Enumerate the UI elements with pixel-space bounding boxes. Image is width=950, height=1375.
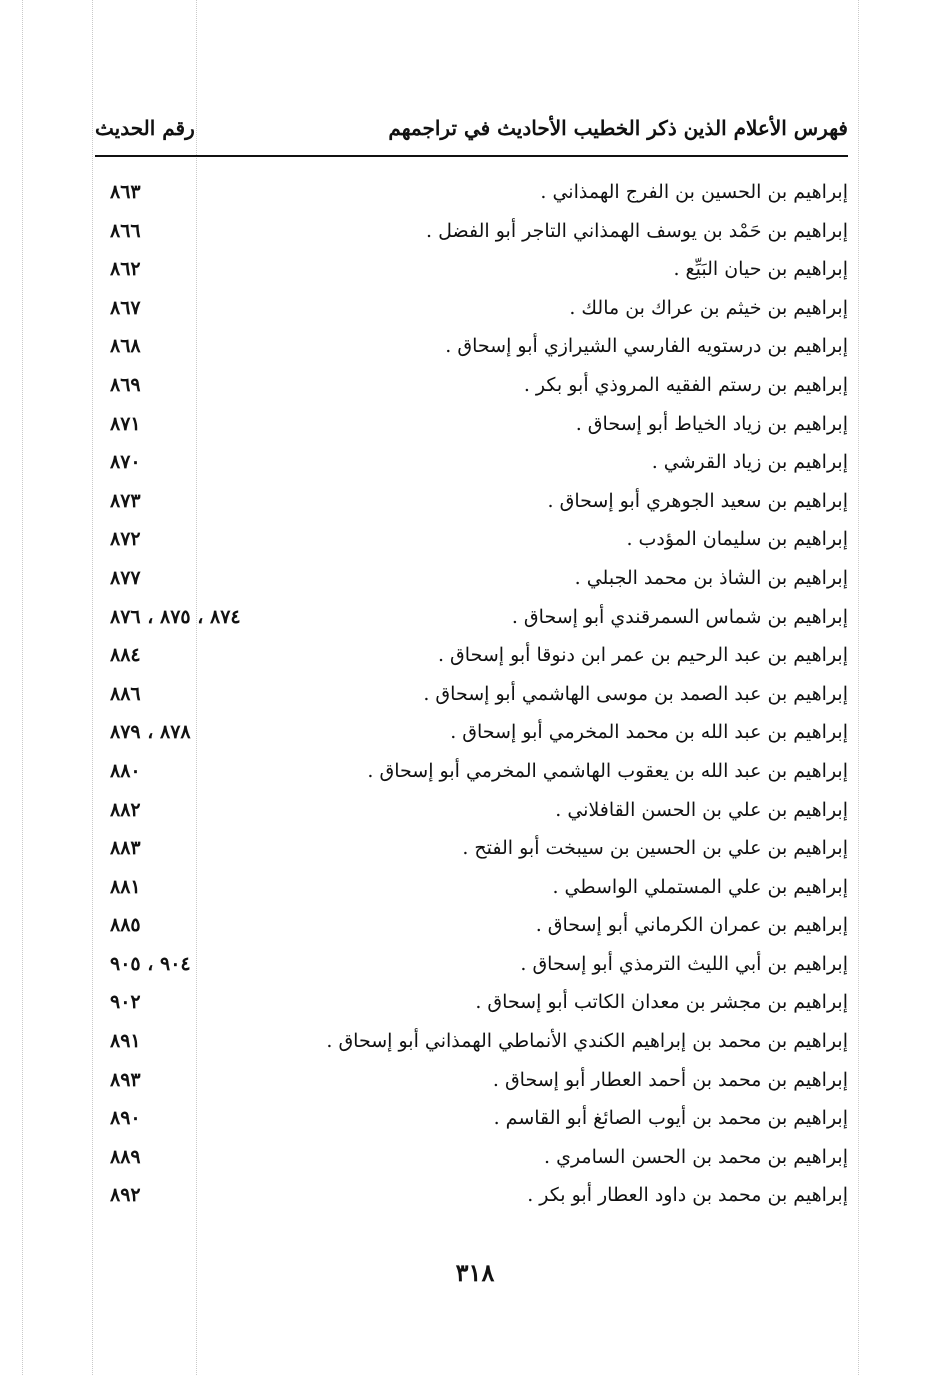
- index-entry: [95, 1063, 848, 1102]
- entry-hadith-numbers: ٨٧١: [110, 412, 141, 435]
- entry-hadith-numbers: ٨٦٧: [110, 296, 141, 319]
- index-entry: [95, 677, 848, 716]
- entry-hadith-numbers: ٩٠٢: [110, 991, 141, 1014]
- entry-name: إبراهيم بن علي المستملي الواسطي .: [552, 875, 848, 898]
- scan-guide-line: [22, 0, 23, 1375]
- index-entry: [95, 291, 848, 330]
- entry-hadith-numbers: ٨٨٦: [110, 682, 141, 705]
- entry-hadith-numbers: ٨٨٢: [110, 798, 141, 821]
- index-entry: [95, 870, 848, 909]
- entry-hadith-numbers: ٨٩٠: [110, 1107, 141, 1130]
- index-entry: [95, 522, 848, 561]
- entry-name: إبراهيم بن أبي الليث الترمذي أبو إسحاق .: [520, 952, 848, 975]
- index-entry: [95, 252, 848, 291]
- entry-name: إبراهيم بن حيان البَيِّع .: [673, 258, 848, 281]
- entry-hadith-numbers: ٨٩٣: [110, 1068, 141, 1091]
- index-entry: [95, 175, 848, 214]
- header-divider: [95, 155, 848, 157]
- entry-name: إبراهيم بن حَمْد بن يوسف الهمذاني التاجر أبو الفضل .: [426, 219, 848, 242]
- index-entry: [95, 484, 848, 523]
- page-header: [95, 112, 848, 148]
- index-entry: [95, 985, 848, 1024]
- entry-hadith-numbers: ٨٧٤ ، ٨٧٥ ، ٨٧٦: [110, 605, 241, 628]
- entry-name: إبراهيم بن الشاذ بن محمد الجبلي .: [574, 566, 848, 589]
- entry-hadith-numbers: ٨٧٧: [110, 566, 141, 589]
- entry-hadith-numbers: ٨٨٩: [110, 1145, 141, 1168]
- entry-hadith-numbers: ٨٦٩: [110, 373, 141, 396]
- index-list: [95, 175, 848, 1217]
- index-entry: [95, 908, 848, 947]
- entry-hadith-numbers: ٨٧٨ ، ٨٧٩: [110, 721, 191, 744]
- index-entry: [95, 368, 848, 407]
- entry-hadith-numbers: ٨٦٨: [110, 335, 141, 358]
- entry-name: إبراهيم بن عبد الله بن محمد المخرمي أبو إسحاق .: [450, 721, 848, 744]
- index-entry: [95, 638, 848, 677]
- entry-name: إبراهيم بن محمد بن إبراهيم الكندي الأنماطي الهمذاني أبو إسحاق .: [326, 1030, 848, 1053]
- index-entry: [95, 1140, 848, 1179]
- entry-hadith-numbers: ٨٨٠: [110, 759, 141, 782]
- index-entry: [95, 445, 848, 484]
- entry-name: إبراهيم بن خيثم بن عراك بن مالك .: [569, 296, 848, 319]
- entry-name: إبراهيم بن عبد الرحيم بن عمر ابن دنوقا أبو إسحاق .: [437, 644, 848, 667]
- index-entry: [95, 1101, 848, 1140]
- entry-name: إبراهيم بن رستم الفقيه المروذي أبو بكر .: [523, 373, 848, 396]
- entry-name: إبراهيم بن زياد القرشي .: [651, 451, 848, 474]
- entry-name: إبراهيم بن مجشر بن معدان الكاتب أبو إسحاق .: [475, 991, 848, 1014]
- entry-hadith-numbers: ٨٧٣: [110, 489, 141, 512]
- entry-hadith-numbers: ٨٧٢: [110, 528, 141, 551]
- entry-hadith-numbers: ٨٦٣: [110, 181, 141, 203]
- index-entry: [95, 407, 848, 446]
- entry-name: إبراهيم بن درستويه الفارسي الشيرازي أبو إسحاق .: [445, 335, 848, 358]
- entry-hadith-numbers: ٨٨١: [110, 875, 141, 898]
- entry-name: إبراهيم بن علي بن الحسن القافلاني .: [555, 798, 848, 821]
- entry-hadith-numbers: ٨٧٠: [110, 451, 141, 474]
- entry-name: إبراهيم بن عمران الكرماني أبو إسحاق .: [535, 914, 848, 937]
- entry-hadith-numbers: ٨٨٤: [110, 644, 141, 667]
- entry-name: إبراهيم بن محمد بن أحمد العطار أبو إسحاق .: [492, 1068, 848, 1091]
- entry-hadith-numbers: ٨٩١: [110, 1030, 141, 1053]
- index-entry: [95, 715, 848, 754]
- index-entry: [95, 1178, 848, 1217]
- index-entry: [95, 831, 848, 870]
- entry-name: إبراهيم بن الحسين بن الفرج الهمذاني .: [540, 181, 848, 203]
- entry-hadith-numbers: ٨٦٦: [110, 219, 141, 242]
- entry-name: إبراهيم بن محمد بن أيوب الصائغ أبو القاسم .: [493, 1107, 848, 1130]
- index-entry: [95, 214, 848, 253]
- page-title: فهرس الأعلام الذين ذكر الخطيب الأحاديث في تراجمهم: [388, 116, 848, 140]
- entry-hadith-numbers: ٨٩٢: [110, 1184, 141, 1207]
- entry-hadith-numbers: ٨٨٣: [110, 837, 141, 860]
- entry-name: إبراهيم بن عبد الصمد بن موسى الهاشمي أبو إسحاق .: [423, 682, 848, 705]
- entry-name: إبراهيم بن عبد الله بن يعقوب الهاشمي المخرمي أبو إسحاق .: [367, 759, 848, 782]
- index-entry: [95, 600, 848, 639]
- entry-hadith-numbers: ٨٨٥: [110, 914, 141, 937]
- page-number: ٣١٨: [455, 1258, 495, 1287]
- entry-name: إبراهيم بن شماس السمرقندي أبو إسحاق .: [511, 605, 848, 628]
- index-entry: [95, 329, 848, 368]
- scan-guide-line: [92, 0, 93, 1375]
- scan-guide-line: [858, 0, 859, 1375]
- entry-name: إبراهيم بن زياد الخياط أبو إسحاق .: [575, 412, 848, 435]
- entry-hadith-numbers: ٩٠٤ ، ٩٠٥: [110, 952, 191, 975]
- index-entry: [95, 754, 848, 793]
- entry-name: إبراهيم بن علي بن الحسين بن سيبخت أبو الفتح .: [462, 837, 848, 860]
- index-entry: [95, 793, 848, 832]
- index-entry: [95, 947, 848, 986]
- entry-name: إبراهيم بن سليمان المؤدب .: [626, 528, 848, 551]
- entry-hadith-numbers: ٨٦٢: [110, 258, 141, 281]
- column-heading: رقم الحديث: [95, 116, 195, 140]
- entry-name: إبراهيم بن سعيد الجوهري أبو إسحاق .: [547, 489, 848, 512]
- index-entry: [95, 561, 848, 600]
- entry-name: إبراهيم بن محمد بن الحسن السامري .: [544, 1145, 848, 1168]
- index-entry: [95, 1024, 848, 1063]
- entry-name: إبراهيم بن محمد بن داود العطار أبو بكر .: [527, 1184, 848, 1207]
